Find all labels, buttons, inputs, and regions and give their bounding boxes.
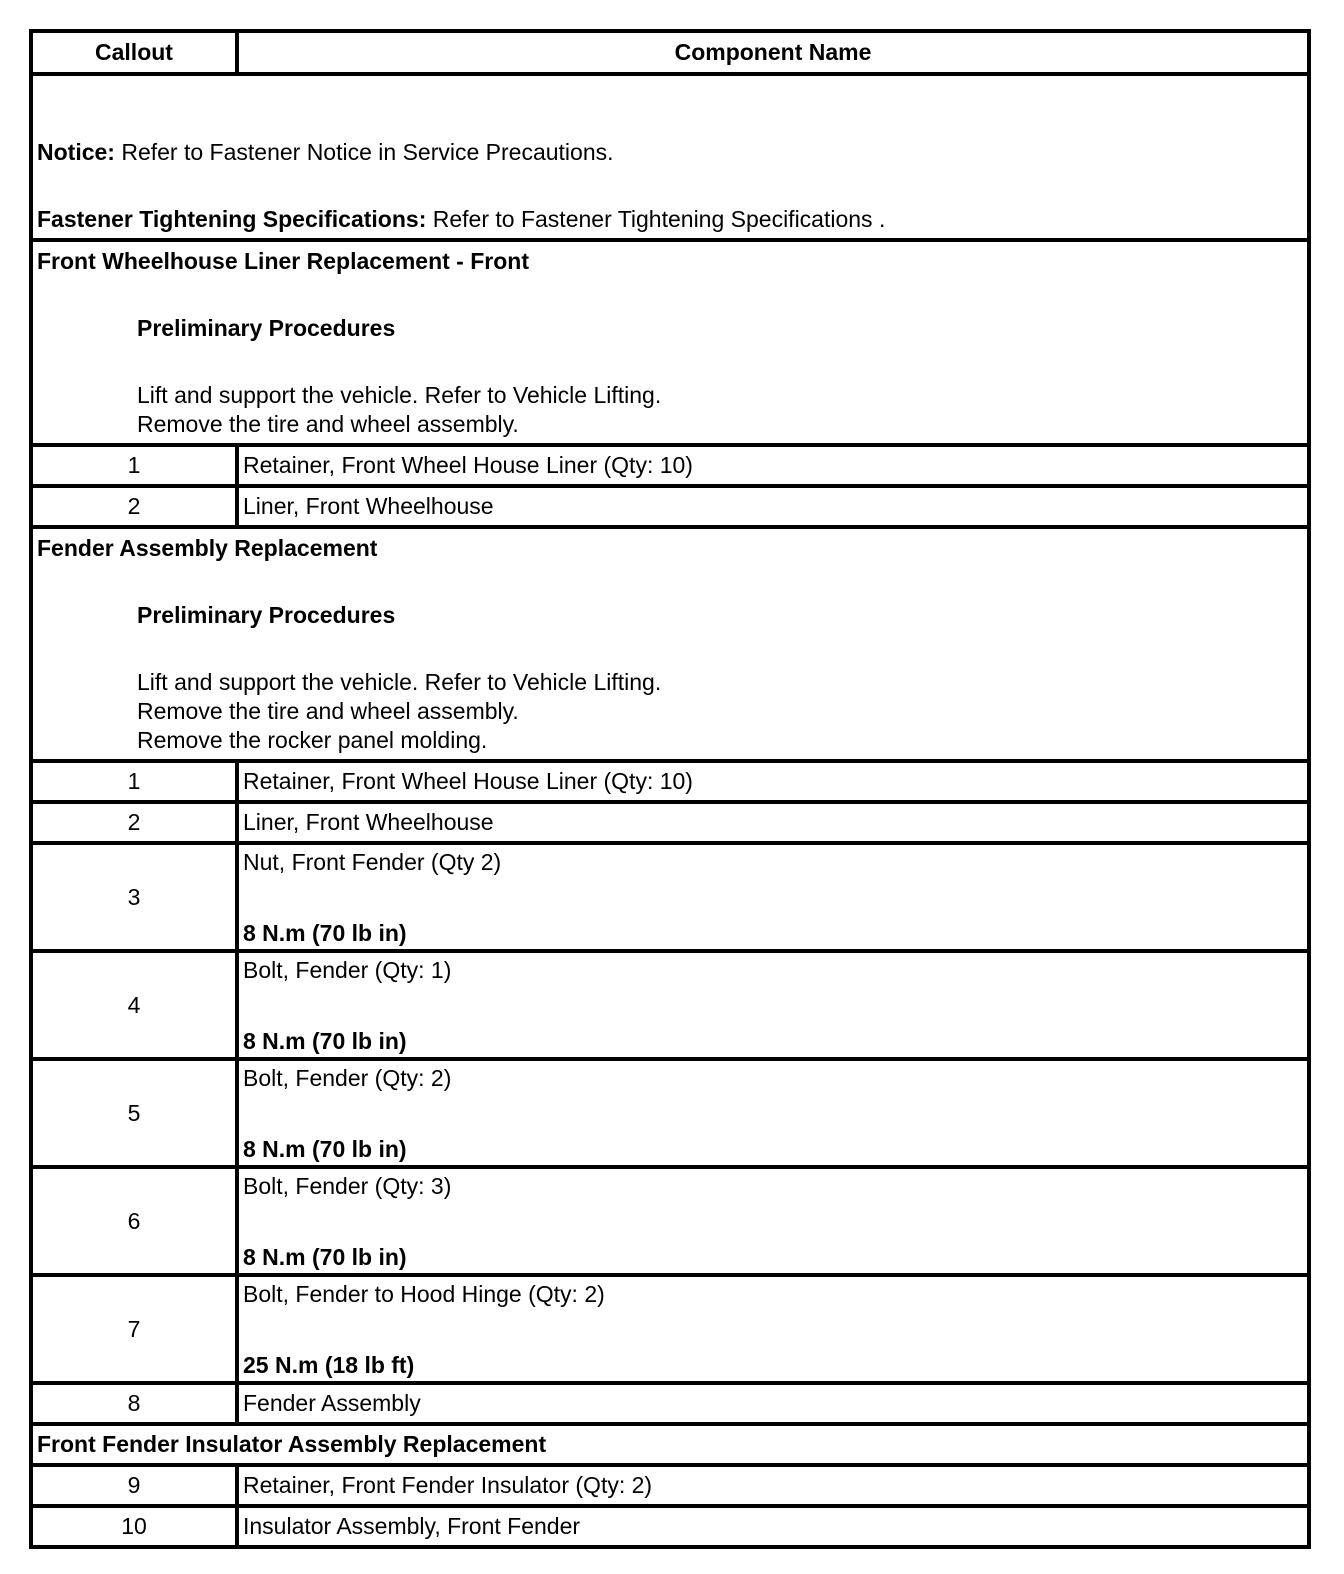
component-name: Bolt, Fender (Qty: 3) — [243, 1173, 452, 1199]
notice-row — [33, 76, 1311, 242]
component-name: Nut, Front Fender (Qty 2) — [243, 849, 502, 875]
torque-spec: 8 N.m (70 lb in) — [243, 1136, 407, 1162]
callout-number: 4 — [33, 953, 239, 1057]
prelim-title: Preliminary Procedures — [137, 315, 396, 341]
component-cell — [239, 953, 1307, 1057]
component-name: Bolt, Fender (Qty: 1) — [243, 957, 452, 983]
component-name: Liner, Front Wheelhouse — [243, 809, 494, 835]
callout-number: 2 — [33, 488, 239, 525]
section-title: Front Fender Insulator Assembly Replacement — [37, 1431, 547, 1457]
component-cell — [239, 1277, 1307, 1381]
component-table — [29, 29, 1311, 1549]
component-name: Retainer, Front Fender Insulator (Qty: 2) — [243, 1472, 653, 1498]
table-row — [33, 1385, 1311, 1426]
prelim-title: Preliminary Procedures — [137, 602, 396, 628]
callout-number: 6 — [33, 1169, 239, 1273]
callout-number: 5 — [33, 1061, 239, 1165]
component-name: Liner, Front Wheelhouse — [243, 493, 494, 519]
section-cell — [33, 529, 1307, 759]
prelim-steps — [37, 668, 1307, 755]
table-row — [33, 1467, 1311, 1508]
component-cell — [239, 1061, 1307, 1165]
component-name: Retainer, Front Wheel House Liner (Qty: 10) — [243, 768, 693, 794]
component-name: Bolt, Fender (Qty: 2) — [243, 1065, 452, 1091]
table-row — [33, 447, 1311, 488]
section-title: Front Wheelhouse Liner Replacement - Front — [37, 248, 529, 274]
spec-text: Refer to Fastener Tightening Specifications . — [426, 206, 886, 232]
prelim-step: Remove the tire and wheel assembly. — [137, 698, 519, 724]
component-name: Retainer, Front Wheel House Liner (Qty: 10) — [243, 452, 693, 478]
prelim-step: Remove the rocker panel molding. — [137, 727, 488, 753]
section-row — [33, 1426, 1311, 1467]
callout-number: 8 — [33, 1385, 239, 1422]
section-cell — [33, 242, 1307, 443]
callout-header: Callout — [33, 33, 239, 72]
table-row — [33, 1061, 1311, 1169]
section-row — [33, 529, 1311, 763]
section-title: Fender Assembly Replacement — [37, 535, 378, 561]
component-name: Fender Assembly — [243, 1390, 421, 1416]
table-row — [33, 1277, 1311, 1385]
torque-spec: 8 N.m (70 lb in) — [243, 1028, 407, 1054]
notice-label: Notice: — [37, 139, 115, 165]
callout-number: 7 — [33, 1277, 239, 1381]
component-name: Insulator Assembly, Front Fender — [243, 1513, 581, 1539]
table-row — [33, 1169, 1311, 1277]
callout-number: 3 — [33, 845, 239, 949]
section-row — [33, 242, 1311, 447]
table-row — [33, 953, 1311, 1061]
spec-label: Fastener Tightening Specifications: — [37, 206, 427, 232]
table-header — [33, 33, 1311, 76]
notice-line — [37, 138, 1307, 167]
spec-line — [37, 205, 1307, 234]
torque-spec: 25 N.m (18 lb ft) — [243, 1352, 415, 1378]
component-cell — [239, 845, 1307, 949]
torque-spec: 8 N.m (70 lb in) — [243, 920, 407, 946]
table-row — [33, 763, 1311, 804]
callout-number: 1 — [33, 763, 239, 800]
prelim-step: Remove the tire and wheel assembly. — [137, 411, 519, 437]
callout-number: 10 — [33, 1508, 239, 1545]
torque-spec: 8 N.m (70 lb in) — [243, 1244, 407, 1270]
component-name: Bolt, Fender to Hood Hinge (Qty: 2) — [243, 1281, 605, 1307]
prelim-step: Lift and support the vehicle. Refer to Vehicle Lifting. — [137, 669, 662, 695]
prelim-step: Lift and support the vehicle. Refer to Vehicle Lifting. — [137, 382, 662, 408]
callout-number: 1 — [33, 447, 239, 484]
callout-number: 2 — [33, 804, 239, 841]
table-row — [33, 1508, 1311, 1549]
table-row — [33, 488, 1311, 529]
component-name-header: Component Name — [674, 39, 872, 65]
prelim-steps — [37, 381, 1307, 439]
component-cell — [239, 1169, 1307, 1273]
notice-cell — [33, 76, 1307, 238]
table-row — [33, 804, 1311, 845]
notice-text: Refer to Fastener Notice in Service Precautions. — [114, 139, 614, 165]
table-row — [33, 845, 1311, 953]
callout-number: 9 — [33, 1467, 239, 1504]
